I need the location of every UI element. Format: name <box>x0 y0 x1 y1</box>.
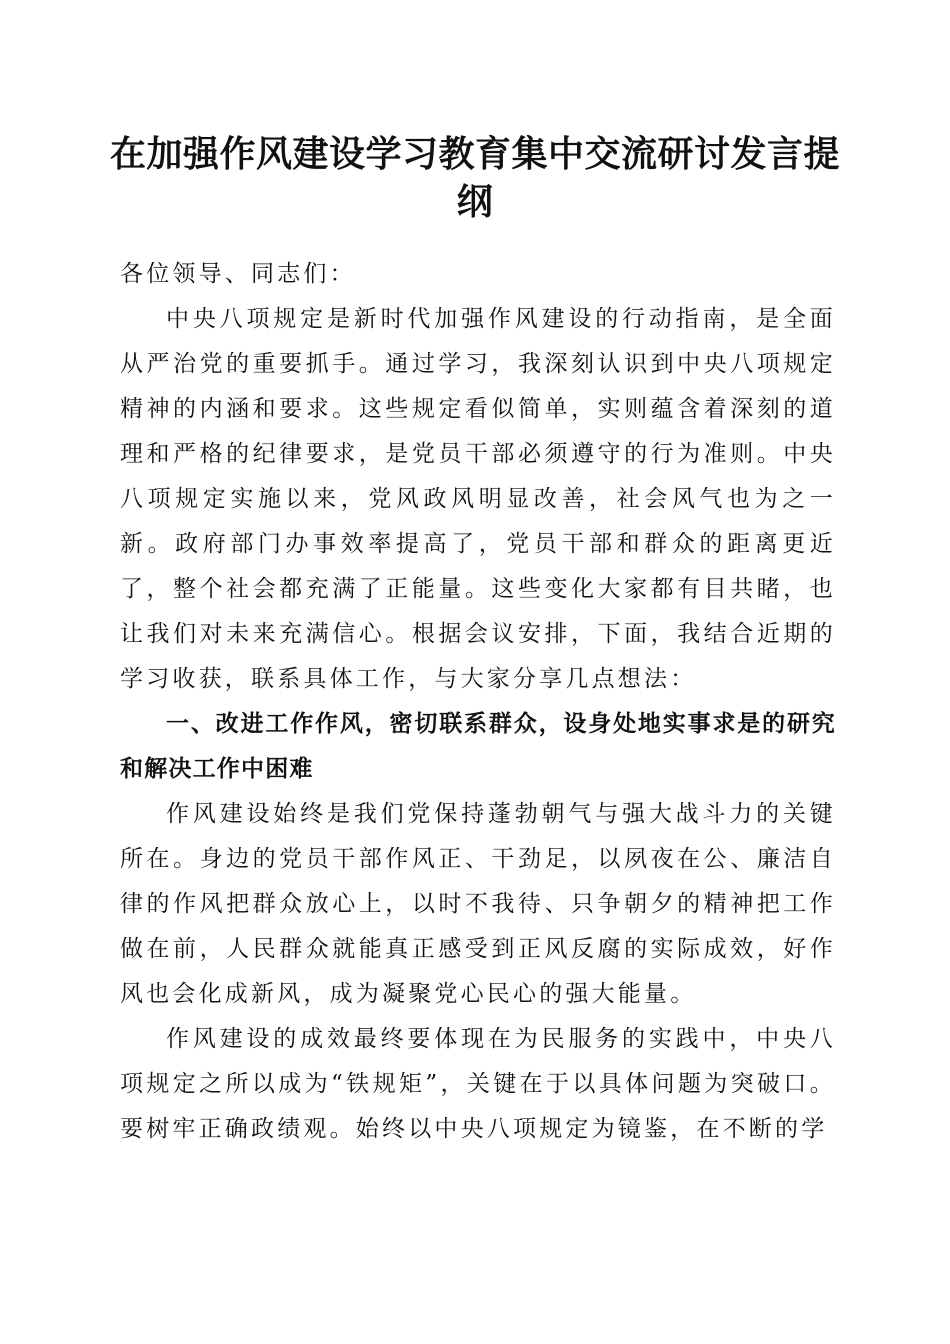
document-body <box>120 252 836 1152</box>
salutation: 各位领导、同志们： <box>120 261 356 287</box>
intro-paragraph: 中央八项规定是新时代加强作风建设的行动指南，是全面从严治党的重要抓手。通过学习，我深刻认识到中央八项规定精神的内涵和要求。这些规定看似简单，实则蕴含着深刻的道理和严格的纪律要求，是党员干部必须遵守的行为准则。中央八项规定实施以来，党风政风明显改善，社会风气也为之一新。政府部门办事效率提高了，党员干部和群众的距离更近了，整个社会都充满了正能量。这些变化大家都有目共睹，也让我们对未来充满信心。根据会议安排，下面，我结合近期的学习收获，联系具体工作，与大家分享几点想法： <box>120 306 836 692</box>
section-heading-1: 一、改进工作作风，密切联系群众，设身处地实事求是的研究和解决工作中困难 <box>120 711 836 782</box>
document-title: 在加强作风建设学习教育集中交流研讨发言提纲 <box>110 133 841 223</box>
body-paragraph: 作风建设始终是我们党保持蓬勃朝气与强大战斗力的关键所在。身边的党员干部作风正、干劲足，以夙夜在公、廉洁自律的作风把群众放心上，以时不我待、只争朝夕的精神把工作做在前，人民群众就能真正感受到正风反腐的实际成效，好作风也会化成新风，成为凝聚党心民心的强大能量。 <box>120 801 836 1007</box>
body-paragraph: 作风建设的成效最终要体现在为民服务的实践中，中央八项规定之所以成为“铁规矩”，关键在于以具体问题为突破口。要树牢正确政绩观。始终以中央八项规定为镜鉴，在不断的学 <box>120 1026 836 1142</box>
